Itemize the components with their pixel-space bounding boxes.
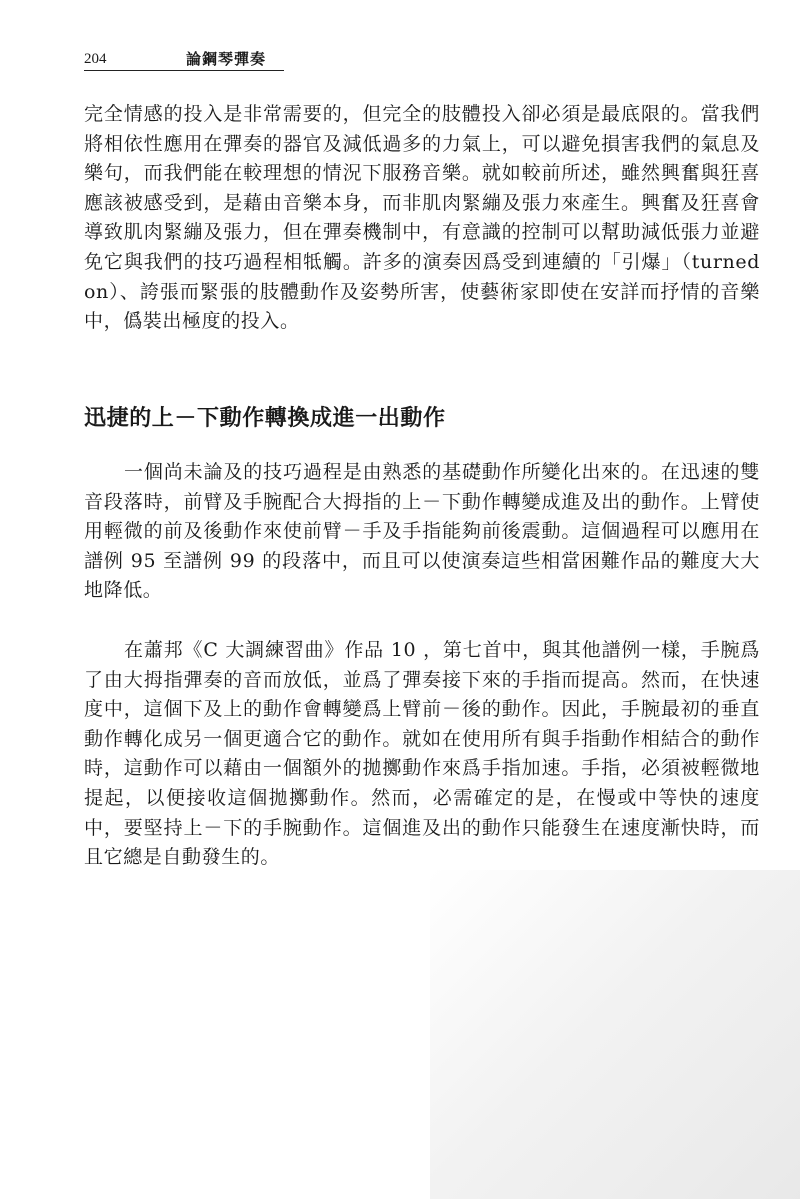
paragraph-emotional-involvement: 完全情感的投入是非常需要的，但完全的肢體投入卻必須是最底限的。當我們將相依性應用在彈奏的器官及減低過多的力氣上，可以避免損害我們的氣息及樂句，而我們能在較理想的情況下服務音樂。就如較前所述，雖然興奮與狂喜應該被感受到，是藉由音樂本身，而非肌肉緊繃及張力來產生。興奮及狂喜會導致肌肉緊繃及張力，但在彈奏機制中，有意識的控制可以幫助減低張力並避免它與我們的技巧過程相牴觸。許多的演奏因爲受到連續的「引爆」（turned on）、誇張而緊張的肢體動作及姿勢所害，使藝術家即使在安詳而抒情的音樂中，僞裝出極度的投入。 — [84, 103, 760, 333]
book-title: 論鋼琴彈奏 — [186, 50, 267, 68]
page-number: 204 — [84, 51, 107, 67]
paragraph-in-out-motion: 一個尚未論及的技巧過程是由熟悉的基礎動作所變化出來的。在迅速的雙音段落時，前臂及手腕配合大拇指的上－下動作轉變成進及出的動作。上臂使用輕微的前及後動作來使前臂－手及手指能夠前後震動。這個過程可以應用在譜例 95 至譜例 99 的段落中，而且可以使演奏這些相當困難作品的難度大大地降低。 — [84, 461, 760, 602]
paragraph-chopin-etude: 在蕭邦《C 大調練習曲》作品 10 ，第七首中，與其他譜例一樣，手腕爲了由大拇指彈奏的音而放低，並爲了彈奏接下來的手指而提高。然而，在快速度中，這個下及上的動作會轉變爲上臂前－後的動作。因此，手腕最初的垂直動作轉化成另一個更適合它的動作。就如在使用所有與手指動作相結合的動作時，這動作可以藉由一個額外的拋擲動作來爲手指加速。手指，必須被輕微地提起，以便接收這個拋擲動作。然而，必需確定的是，在慢或中等快的速度中，要堅持上－下的手腕動作。這個進及出的動作只能發生在速度漸快時，而且它總是自動發生的。 — [84, 639, 760, 869]
page-shadow — [430, 870, 800, 1199]
running-head — [84, 48, 284, 71]
section-heading: 迅捷的上－下動作轉換成進一出動作 — [84, 405, 446, 431]
